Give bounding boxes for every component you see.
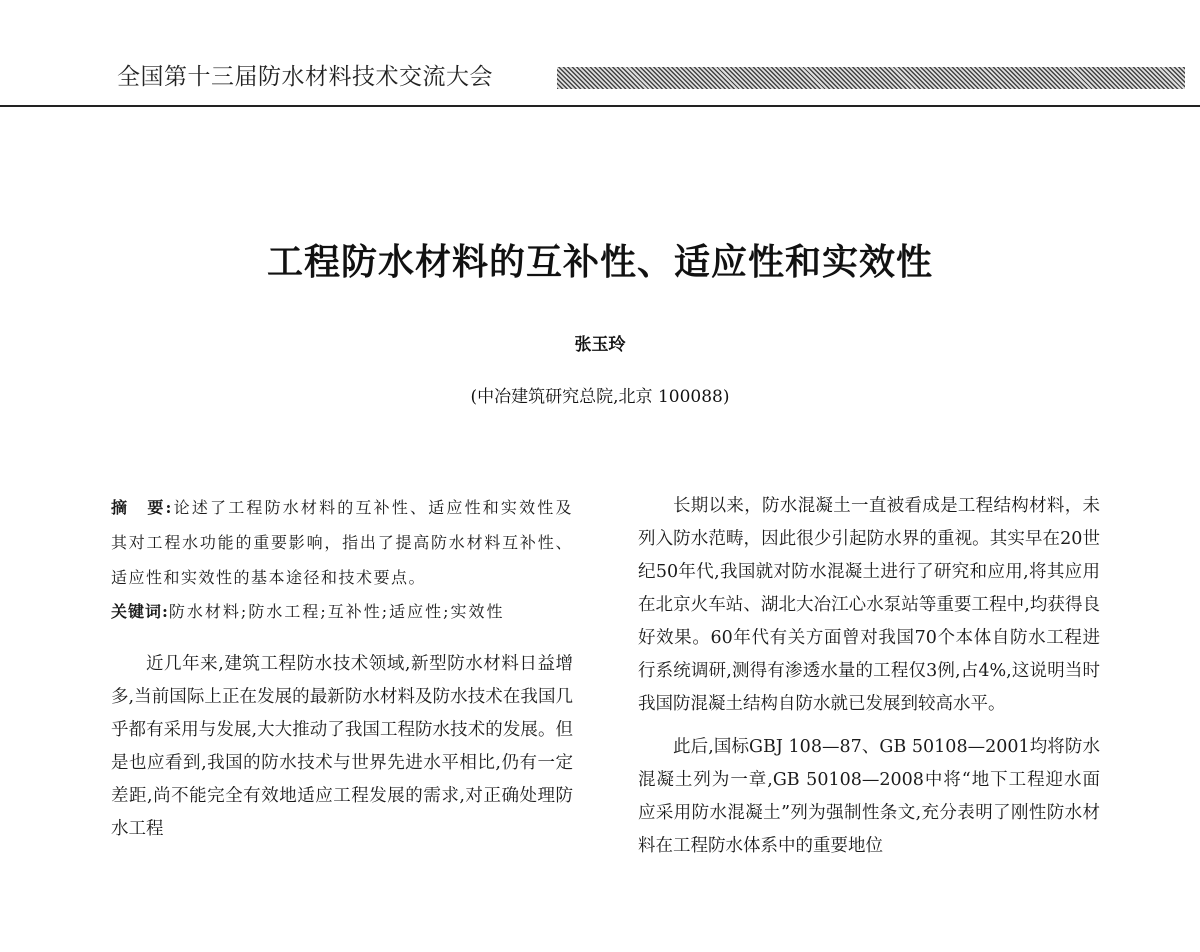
left-column: [111, 490, 573, 846]
header-hatch-band: [557, 67, 1185, 89]
abstract-text: 论述了工程防水材料的互补性、适应性和实效性及其对工程水功能的重要影响，指出了提高防水材料互补性、适应性和实效性的基本途径和技术要点。: [111, 498, 573, 587]
paper-title: 工程防水材料的互补性、适应性和实效性: [266, 241, 933, 283]
author-affiliation: (中冶建筑研究总院,北京 100088): [470, 387, 730, 407]
right-column: [638, 490, 1100, 863]
abstract-label: 摘 要:: [111, 498, 173, 517]
conference-title: 全国第十三届防水材料技术交流大会: [117, 64, 493, 90]
keywords-text: 防水材料;防水工程;互补性;适应性;实效性: [168, 602, 505, 621]
body-paragraph: 长期以来，防水混凝土一直被看成是工程结构材料，未列入防水范畴，因此很少引起防水界的重视。其实早在20世纪50年代,我国就对防水混凝土进行了研究和应用,将其应用在北京火车站、湖北大冶江心水泵站等重要工程中,均获得良好效果。60年代有关方面曾对我国70个本体自防水工程进行系统调研,测得有渗透水量的工程仅3例,占4%,这说明当时我国防混凝土结构自防水就已发展到较高水平。: [638, 496, 1100, 714]
body-paragraph: 此后,国标GBJ 108—87、GB 50108—2001均将防水混凝土列为一章,GB 50108—2008中将“地下工程迎水面应采用防水混凝土”列为强制性条文,充分表明了刚性防水材料在工程防水体系中的重要地位: [638, 737, 1100, 856]
abstract: [111, 490, 573, 595]
keywords-label: 关键词:: [111, 602, 169, 621]
author-name: 张玉玲: [574, 335, 626, 355]
keywords: [111, 595, 573, 628]
header-divider: [0, 105, 1200, 107]
body-paragraph: 近几年来,建筑工程防水技术领域,新型防水材料日益增多,当前国际上正在发展的最新防水材料及防水技术在我国几乎都有采用与发展,大大推动了我国工程防水技术的发展。但是也应看到,我国的防水技术与世界先进水平相比,仍有一定差距,尚不能完全有效地适应工程发展的需求,对正确处理防水工程: [111, 654, 573, 839]
